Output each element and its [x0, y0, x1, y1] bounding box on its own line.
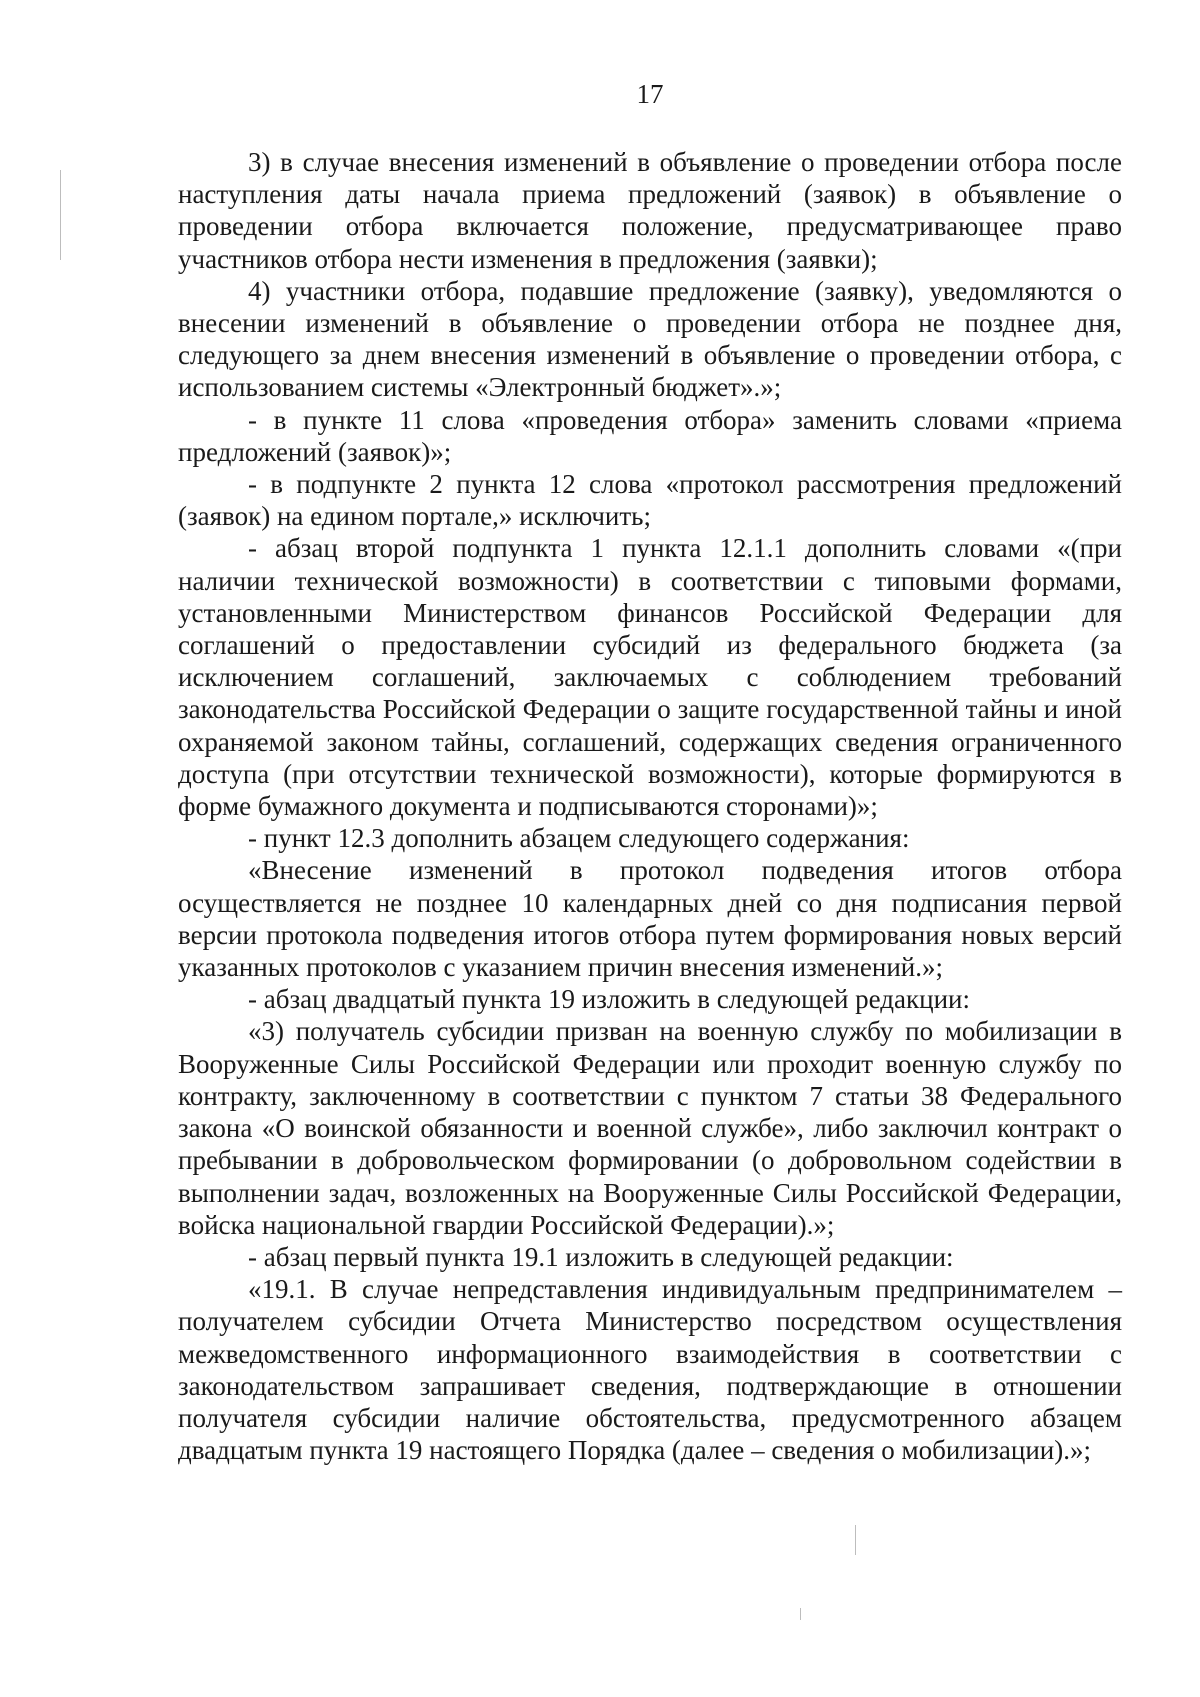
paragraph-item-4: 4) участники отбора, подавшие предложение (заявку), уведомляются о внесении изменений в объявление о проведении отбора не позднее дня, следующего за днем внесения изменений в объявление о проведении отбора, с использованием системы «Электронный бюджет».»;: [178, 275, 1122, 403]
scan-artifact-line: [60, 170, 61, 260]
paragraph-point-12: - в подпункте 2 пункта 12 слова «протокол рассмотрения предложений (заявок) на едином портале,» исключить;: [178, 469, 1122, 532]
paragraph-point-12-3-text: «Внесение изменений в протокол подведения итогов отбора осуществляется не позднее 10 календарных дней со дня подписания первой версии протокола подведения итогов отбора путем формирования новых версий указанных протоколов с указанием причин внесения изменений.»;: [178, 855, 1122, 983]
paragraph-point-11: - в пункте 11 слова «проведения отбора» заменить словами «приема предложений (заявок)»;: [178, 404, 1122, 467]
scan-artifact-line: [800, 1608, 801, 1620]
paragraph-point-12-3: - пункт 12.3 дополнить абзацем следующего содержания:: [248, 823, 910, 854]
scan-artifact-line: [855, 1525, 856, 1555]
paragraph-point-19-text: «3) получатель субсидии призван на военную службу по мобилизации в Вооруженные Силы Российской Федерации или проходит военную службу по контракту, заключенному в соответствии с пунктом 7 статьи 38 Федерального закона «О воинской обязанности и военной службе», либо заключил контракт о пребывании в добровольческом формировании (о добровольном содействии в выполнении задач, возложенных на Вооруженные Силы Российской Федерации, войска национальной гвардии Российской Федерации).»;: [178, 1016, 1122, 1240]
page-number: 17: [636, 79, 664, 109]
paragraph-point-19: - абзац двадцатый пункта 19 изложить в следующей редакции:: [248, 984, 970, 1015]
paragraph-item-3: 3) в случае внесения изменений в объявление о проведении отбора после наступления даты начала приема предложений (заявок) в объявление о проведении отбора включается положение, предусматривающее право участников отбора нести изменения в предложения (заявки);: [178, 147, 1122, 274]
paragraph-point-19-1: - абзац первый пункта 19.1 изложить в следующей редакции:: [248, 1241, 954, 1272]
paragraph-point-19-1-text: «19.1. В случае непредставления индивидуальным предпринимателем – получателем субсидии Отчета Министерство посредством осуществления межведомственного информационного взаимодействия в соответствии с законодательством запрашивает сведения, подтверждающие в отношении получателя субсидии наличие обстоятельства, предусмотренного абзацем двадцатым пункта 19 настоящего Порядка (далее – сведения о мобилизации).»;: [178, 1274, 1122, 1466]
paragraph-point-12-1-1: - абзац второй подпункта 1 пункта 12.1.1 дополнить словами «(при наличии технической возможности) в соответствии с типовыми формами, установленными Министерством финансов Российской Федерации для соглашений о предоставлении субсидий из федерального бюджета (за исключением соглашений, заключаемых с соблюдением требований законодательства Российской Федерации о защите государственной тайны и иной охраняемой законом тайны, соглашений, содержащих сведения ограниченного доступа (при отсутствии технической возможности), которые формируются в форме бумажного документа и подписываются сторонами)»;: [178, 533, 1122, 822]
document-body: [178, 146, 1122, 1466]
